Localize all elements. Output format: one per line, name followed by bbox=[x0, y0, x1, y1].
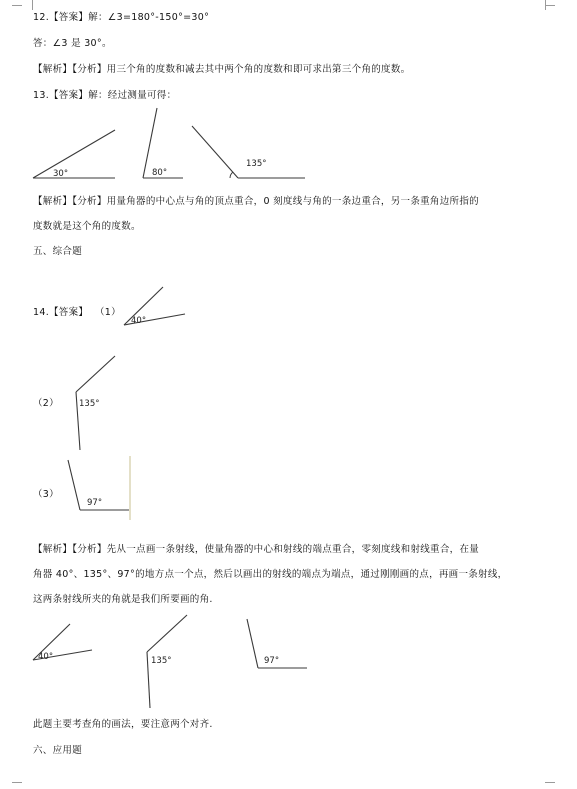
q14-analysis-line1: 【解析】【分析】先从一点画一条射线，使量角器的中心和射线的端点重合，零刻度线和射线重合，在量 bbox=[33, 544, 480, 555]
q14-bottom-angle-97-label: 97° bbox=[264, 656, 280, 666]
q13-analysis-line1: 【解析】【分析】用量角器的中心点与角的顶点重合，0 刻度线与角的一条边重合，另一条重角边所指的 bbox=[33, 196, 479, 207]
q13-angle-30-label: 30° bbox=[53, 169, 69, 179]
q14-part3-label: （3） bbox=[33, 489, 59, 500]
q12-conclusion: 答：∠3 是 30°。 bbox=[33, 38, 112, 49]
q14-bottom-angle-40-label: 40° bbox=[38, 652, 54, 662]
q13-angle-135-label: 135° bbox=[246, 159, 267, 169]
q14-bottom-angle-97 bbox=[247, 619, 307, 668]
q14-analysis-line2: 角器 40°、135°、97°的地方点一个点，然后以画出的射线的端点为端点，通过刚刚画的点，再画一条射线， bbox=[33, 569, 508, 580]
q12-analysis: 【解析】【分析】用三个角的度数和减去其中两个角的度数和即可求出第三个角的度数。 bbox=[33, 64, 411, 75]
q13-angle-80-label: 80° bbox=[152, 168, 168, 178]
q14-angle-97-label: 97° bbox=[87, 498, 103, 508]
q14-part1-label: （1） bbox=[95, 307, 121, 318]
section5-heading: 五、综合题 bbox=[33, 246, 83, 257]
q14-note: 此题主要考查角的画法，要注意两个对齐. bbox=[33, 719, 213, 730]
q14-angle-40-label: 40° bbox=[131, 316, 147, 326]
q14-analysis-line3: 这两条射线所夹的角就是我们所要画的角. bbox=[33, 594, 213, 605]
q13-analysis-line2: 度数就是这个角的度数。 bbox=[33, 221, 141, 232]
q14-bottom-angle-135 bbox=[147, 615, 187, 708]
q14-answer: 14.【答案】 bbox=[33, 307, 89, 318]
q13-answer: 13.【答案】解：经过测量可得： bbox=[33, 90, 177, 101]
q14-bottom-angle-40 bbox=[33, 624, 92, 662]
q14-bottom-angle-135-label: 135° bbox=[151, 656, 172, 666]
section6-heading: 六、应用题 bbox=[33, 745, 83, 756]
q14-part2-label: （2） bbox=[33, 398, 59, 409]
q14-angle-135-label: 135° bbox=[79, 399, 100, 409]
q12-answer: 12.【答案】解：∠3=180°-150°=30° bbox=[33, 12, 210, 23]
